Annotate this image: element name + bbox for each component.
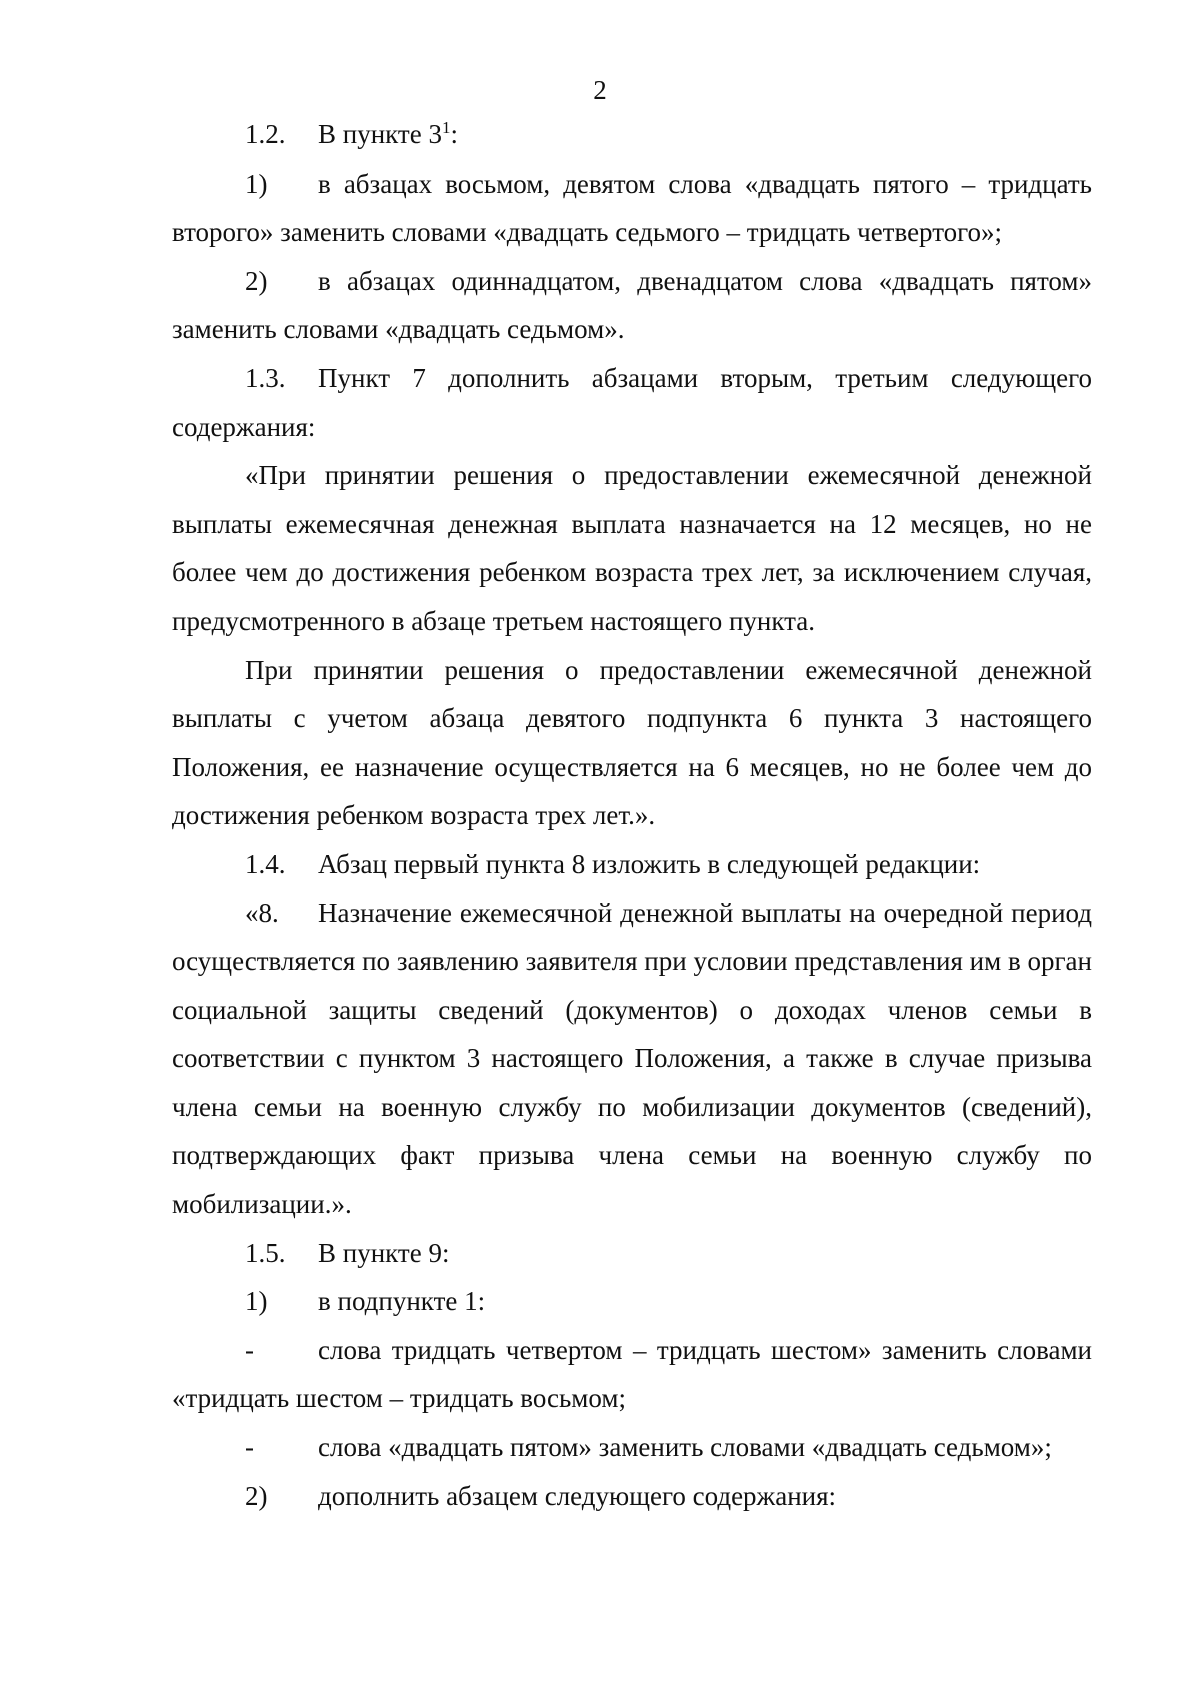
paragraph-1-3 <box>172 354 1092 451</box>
item-number: 1) <box>245 168 268 199</box>
item-number: 1) <box>245 1286 268 1317</box>
item-number: 1.5. <box>245 1237 286 1268</box>
paragraph-text: слова тридцать четвертом – тридцать шестом» заменить словами «тридцать шестом – тридцать восьмом; <box>172 1334 1092 1414</box>
item-number: 2) <box>245 1480 268 1511</box>
paragraph-1-2 <box>172 110 1092 159</box>
quoted-paragraph-2: При принятии решения о предоставлении ежемесячной денежной выплаты с учетом абзаца девятого подпункта 6 пункта 3 настоящего Положения, ее назначение осуществляется на 6 месяцев, но не более чем до достижения ребенком возраста трех лет.». <box>172 654 1092 831</box>
dash-item-2 <box>172 1423 1092 1472</box>
paragraph-text: В пункте 9: <box>318 1237 450 1268</box>
paragraph-text: в абзацах восьмом, девятом слова «двадцать пятого – тридцать второго» заменить словами «двадцать седьмого – тридцать четвертого»; <box>172 168 1092 248</box>
subitem-1 <box>172 160 1092 257</box>
item-number: 1.2. <box>245 119 286 149</box>
subitem-1-5-1 <box>172 1277 1092 1326</box>
paragraph-1-4 <box>172 840 1092 889</box>
paragraph-text: Назначение ежемесячной денежной выплаты на очередной период осуществляется по заявлению заявителя при условии представления им в орган социальной защиты сведений (документов) о доходах членов семьи в соответствии с пунктом 3 настоящего Положения, а также в случае призыва члена семьи на военную службу по мобилизации документов (сведений), подтверждающих факт призыва члена семьи на военную службу по мобилизации.». <box>172 897 1092 1220</box>
document-body <box>172 110 1092 1520</box>
dash-marker: - <box>245 1432 254 1463</box>
paragraph-1-5 <box>172 1229 1092 1278</box>
paragraph-text: дополнить абзацем следующего содержания: <box>318 1480 837 1511</box>
item-number: 1.3. <box>245 362 286 393</box>
paragraph-text-suffix: : <box>450 119 458 149</box>
dash-item-1 <box>172 1326 1092 1423</box>
item-number: 2) <box>245 265 268 296</box>
subitem-1-5-2 <box>172 1472 1092 1521</box>
superscript: 1 <box>441 118 451 137</box>
paragraph-text: Пункт 7 дополнить абзацами вторым, третьим следующего содержания: <box>172 362 1092 442</box>
quoted-paragraph-8 <box>172 889 1092 1229</box>
paragraph-text: слова «двадцать пятом» заменить словами «двадцать седьмом»; <box>318 1432 1052 1463</box>
dash-marker: - <box>245 1334 254 1365</box>
paragraph-text: В пункте 3 <box>318 119 442 149</box>
subitem-2 <box>172 257 1092 354</box>
paragraph-text: в подпункте 1: <box>318 1286 486 1317</box>
page-number: 2 <box>593 75 607 105</box>
item-number: 1.4. <box>245 848 286 879</box>
quoted-paragraph-1: «При принятии решения о предоставлении ежемесячной денежной выплаты ежемесячная денежная выплата назначается на 12 месяцев, но не более чем до достижения ребенком возраста трех лет, за исключением случая, предусмотренного в абзаце третьем настоящего пункта. <box>172 460 1092 636</box>
paragraph-text: в абзацах одиннадцатом, двенадцатом слова «двадцать пятом» заменить словами «двадцать седьмом». <box>172 265 1092 345</box>
item-number: «8. <box>245 897 279 928</box>
paragraph-text: Абзац первый пункта 8 изложить в следующей редакции: <box>318 848 981 879</box>
